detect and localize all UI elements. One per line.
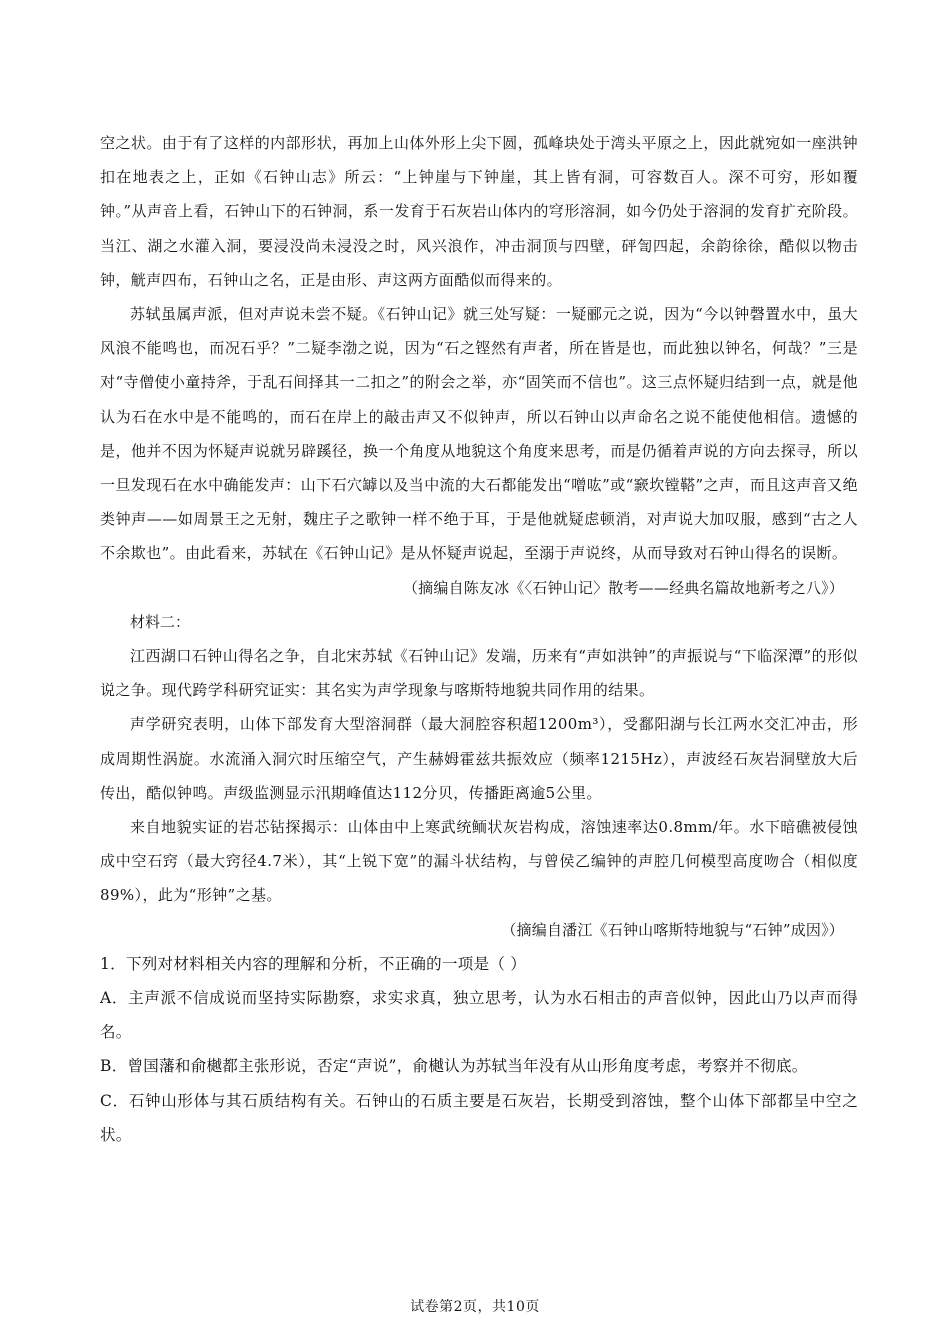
- material-two-label: 材料二：: [130, 612, 191, 631]
- option-a: A．主声派不信成说而坚持实际勘察，求实求真，独立思考，认为水石相击的声音似钟，因此山乃以声而得名。: [100, 989, 858, 1042]
- material-one-paragraph-2: 苏轼虽属声派，但对声说未尝不疑。《石钟山记》就三处写疑：一疑郦元之说，因为“今以钟磬置水中，虽大风浪不能鸣也，而况石乎？”二疑李渤之说，因为“石之铿然有声者，所在皆是也，而此独以钟名，何哉？”三是对“寺僧使小童持斧，于乱石间择其一二扣之”的附会之举，亦“固笑而不信也”。这三点怀疑归结到一点，就是他认为石在水中是不能鸣的，而石在岸上的敲击声又不似钟声，所以石钟山以声命名之说不能使他相信。遗憾的是，他并不因为怀疑声说就另辟蹊径，换一个角度从地貌这个角度来思考，而是仍循着声说的方向去探寻，所以一旦发现石在水中确能发声：山下石穴罅以及当中流的大石都能发出“噌吰”或“窾坎镗鞳”之声，而且这声音又绝类钟声——如周景王之无射，魏庄子之歌钟一样不绝于耳，于是他就疑虑顿消，对声说大加叹服，感到“古之人不余欺也”。由此看来，苏轼在《石钟山记》是从怀疑声说起，至溺于声说终，从而导致对石钟山得名的误断。: [100, 305, 858, 563]
- material-two-source: （摘编自潘江《石钟山喀斯特地貌与“石钟”成因》）: [501, 920, 844, 939]
- material-two-paragraph-1: 江西湖口石钟山得名之争，自北宋苏轼《石钟山记》发端，历来有“声如洪钟”的声振说与“下临深潭”的形似说之争。现代跨学科研究证实：其名实为声学现象与喀斯特地貌共同作用的结果。: [100, 647, 858, 700]
- option-b: B．曾国藩和俞樾都主张形说，否定“声说”，俞樾认为苏轼当年没有从山形角度考虑，考察并不彻底。: [100, 1057, 808, 1076]
- material-two-paragraph-3: 来自地貌实证的岩芯钻探揭示：山体由中上寒武统鲕状灰岩构成，溶蚀速率达0.8mm/年。水下暗礁被侵蚀成中空石窍（最大窍径4.7米），其“上锐下宽”的漏斗状结构，与曾侯乙编钟的声腔几何模型高度吻合（相似度89%），此为“形钟”之基。: [100, 818, 858, 905]
- option-c: C．石钟山形体与其石质结构有关。石钟山的石质主要是石灰岩，长期受到溶蚀，整个山体下部都呈中空之状。: [100, 1091, 858, 1144]
- material-one-source: （摘编自陈友冰《〈石钟山记〉散考——经典名篇故地新考之八》）: [402, 578, 844, 597]
- question-stem: 1．下列对材料相关内容的理解和分析，不正确的一项是（ ）: [100, 954, 527, 973]
- page-content: [100, 126, 858, 1152]
- page-footer: 试卷第2页，共10页: [410, 1299, 540, 1315]
- material-two-paragraph-2: 声学研究表明，山体下部发育大型溶洞群（最大洞腔容积超1200m³），受鄱阳湖与长江两水交汇冲击，形成周期性涡旋。水流涌入洞穴时压缩空气，产生赫姆霍兹共振效应（频率1215Hz），声波经石灰岩洞壁放大后传出，酷似钟鸣。声级监测显示汛期峰值达112分贝，传播距离逾5公里。: [100, 715, 858, 802]
- material-one-paragraph-1: 空之状。由于有了这样的内部形状，再加上山体外形上尖下圆，孤峰块处于湾头平原之上，因此就宛如一座洪钟扣在地表之上，正如《石钟山志》所云：“上钟崖与下钟崖，其上皆有洞，可容数百人。深不可穷，形如覆钟。”从声音上看，石钟山下的石钟洞，系一发育于石灰岩山体内的穹形溶洞，如今仍处于溶洞的发育扩充阶段。当江、湖之水灌入洞，要浸没尚未浸没之时，风兴浪作，冲击洞顶与四壁，砰訇四起，余韵徐徐，酷似以物击钟，觥声四布，石钟山之名，正是由形、声这两方面酷似而得来的。: [100, 134, 858, 289]
